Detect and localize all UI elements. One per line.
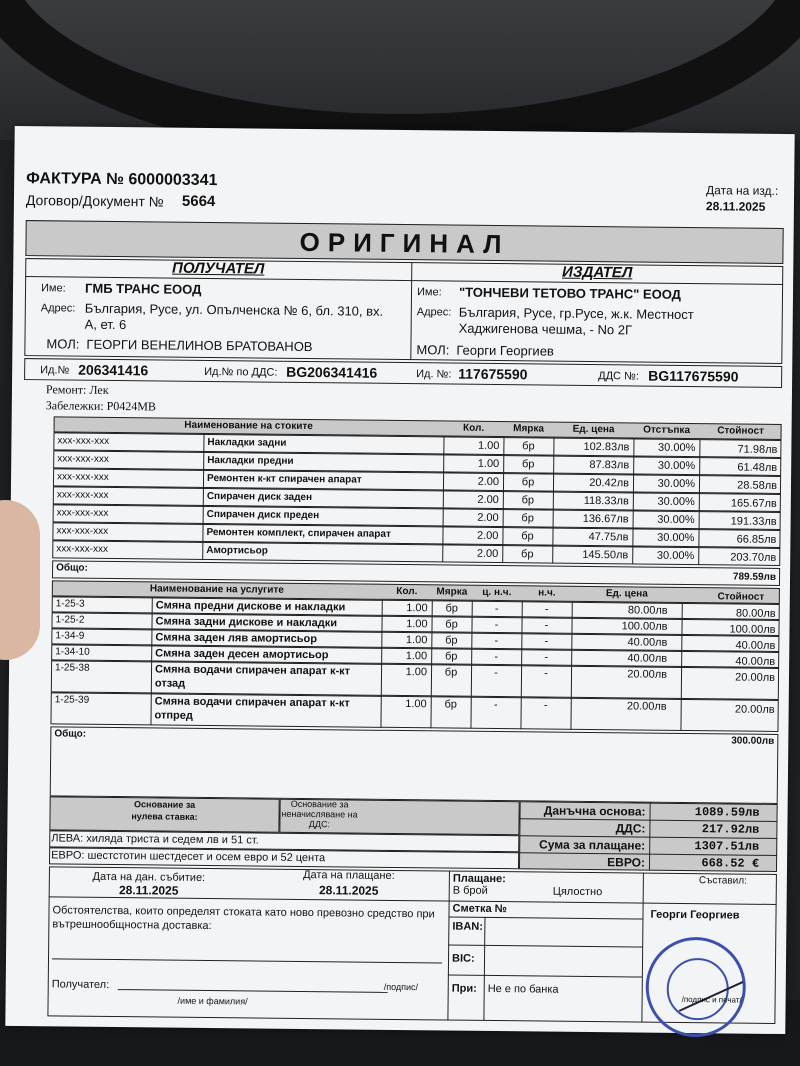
recipient-vat: BG206341416 <box>286 363 378 381</box>
issuer-heading: ИЗДАТЕЛ <box>562 263 633 282</box>
goods-col-divider <box>203 488 204 506</box>
tax-base-label: Данъчна основа: <box>543 803 646 819</box>
original-title: ОРИГИНАЛ <box>299 226 510 260</box>
vat-label: ДДС: <box>615 821 646 836</box>
services-header-name: Наименование на услугите <box>149 583 284 596</box>
bic-label: BIC: <box>451 952 475 965</box>
goods-price: 47.75лв <box>588 530 629 544</box>
recipient-name: ГМБ ТРАНС ЕООД <box>84 280 202 297</box>
hand-thumb <box>0 500 40 660</box>
issue-date-label: Дата на изд.: <box>706 183 779 198</box>
service-qty: 1.00 <box>405 666 428 679</box>
goods-qty: 1.00 <box>477 439 500 453</box>
note-label: При: <box>451 982 477 995</box>
services-header-value: Стойност <box>717 591 765 603</box>
repair-note: Ремонт: Лек <box>45 382 109 397</box>
issue-date: 28.11.2025 <box>705 199 766 214</box>
service-code: 1-25-38 <box>55 662 90 674</box>
goods-qty: 1.00 <box>477 457 500 471</box>
goods-total-label: Общо: <box>56 562 88 574</box>
circumstances-text-2: вътрешнообщностна доставка: <box>52 918 212 933</box>
service-qty: 1.00 <box>405 650 428 663</box>
goods-discount: 30.00% <box>657 459 696 473</box>
issuer-mol-label: МОЛ: <box>416 342 450 358</box>
recipient-id: 206341416 <box>78 361 149 379</box>
service-unit: бр <box>444 698 457 711</box>
service-price: 20.00лв <box>627 668 668 681</box>
goods-col-divider <box>203 506 204 524</box>
service-nh: - <box>544 619 549 632</box>
words-eur: ЕВРО: шестстотин шестдесет и осем евро и 52 цента <box>51 849 326 865</box>
services-total-value: 300.00лв <box>731 735 775 747</box>
service-hours: - <box>494 634 499 648</box>
goods-qty: 2.00 <box>476 547 499 561</box>
goods-code: xxx-xxx-xxx <box>56 543 109 555</box>
goods-code: xxx-xxx-xxx <box>56 489 109 501</box>
goods-header-discount: Отстъпка <box>643 424 691 437</box>
name-label: /име и фамилия/ <box>177 995 248 1007</box>
recipient-address-line2: А, ет. 6 <box>84 316 127 333</box>
service-price: 40.00лв <box>627 636 668 649</box>
sign-label: /подпис/ <box>383 981 419 993</box>
service-hours: - <box>494 618 499 632</box>
recipient-address-label: Адрес: <box>40 302 76 315</box>
payment-label: Плащане: <box>452 872 506 886</box>
services-header-hours: ц. н.ч. <box>482 586 512 599</box>
goods-value: 165.67лв <box>730 497 777 510</box>
invoice-frame <box>17 170 784 1028</box>
service-name-cont: отпред <box>154 709 193 722</box>
service-price: 20.00лв <box>626 700 667 713</box>
service-col-divider <box>151 629 152 645</box>
payment-date-label: Дата на плащане: <box>303 869 395 882</box>
goods-name: Ремонтен к-кт спирачен апарат <box>206 472 362 486</box>
service-value: 40.00лв <box>735 655 776 668</box>
service-qty: 1.00 <box>405 634 428 647</box>
goods-value: 191.33лв <box>730 515 777 528</box>
contract-number: 5664 <box>181 192 216 211</box>
recipient-mol-label: МОЛ: <box>46 336 80 352</box>
service-name: Смяна заден ляв амортисьор <box>155 631 318 646</box>
services-total-label: Общо: <box>54 728 87 740</box>
goods-name: Накладки задни <box>207 436 287 449</box>
services-header-unit: Мярка <box>436 586 468 598</box>
service-nh: - <box>544 635 549 648</box>
to-pay-label: Сума за плащане: <box>539 837 646 853</box>
service-hours: - <box>494 650 499 664</box>
invoice-title: ФАКТУРА № 6000003341 <box>26 170 218 190</box>
services-total-area <box>50 726 779 804</box>
service-name: Смяна водачи спирачен апарат к-кт <box>154 695 350 710</box>
goods-price: 136.67лв <box>582 512 629 526</box>
receiver-label: Получател: <box>51 978 110 991</box>
goods-value: 71.98лв <box>737 443 778 456</box>
service-code: 1-34-10 <box>55 646 90 658</box>
goods-value: 28.58лв <box>737 479 778 492</box>
goods-price: 145.50лв <box>582 548 629 562</box>
service-hours: - <box>494 666 498 680</box>
service-price: 40.00лв <box>627 652 668 665</box>
goods-qty: 2.00 <box>477 475 500 489</box>
goods-price: 20.42лв <box>589 476 630 490</box>
contract-label: Договор/Документ № <box>25 192 164 210</box>
recipient-name-label: Име: <box>40 282 66 295</box>
to-pay-value: 1307.51лв <box>694 839 760 854</box>
service-name: Смяна задни дискове и накладки <box>155 615 338 630</box>
goods-code: xxx-xxx-xxx <box>56 507 109 519</box>
service-nh: - <box>544 667 548 680</box>
composed-by: Георги Георгиев <box>650 908 740 922</box>
recipient-id-label: Ид.№ <box>40 364 70 377</box>
goods-col-divider <box>202 542 203 560</box>
service-hours: - <box>493 698 498 712</box>
goods-price: 102.83лв <box>583 440 630 454</box>
goods-header-value: Стойност <box>717 425 764 437</box>
service-nh: - <box>544 651 549 664</box>
issuer-id-label: Ид. №: <box>416 368 452 381</box>
service-price: 100.00лв <box>621 620 668 633</box>
tax-event-label: Дата на дан. събитие: <box>92 870 206 884</box>
goods-discount: 30.00% <box>657 477 696 491</box>
service-name: Смяна предни дискове и накладки <box>155 599 346 614</box>
goods-name: Спирачен диск преден <box>206 508 320 522</box>
service-code: 1-25-3 <box>55 598 85 610</box>
circumstances-text: Обстоятелства, които определят стоката като ново превозно средство при <box>52 904 435 921</box>
goods-name: Накладки предни <box>207 454 294 467</box>
issuer-id: 117675590 <box>458 365 528 383</box>
services-header-price: Ед. цена <box>605 588 648 600</box>
service-col-divider <box>152 597 153 613</box>
goods-header-name: Наименование на стоките <box>184 419 313 433</box>
payment-date: 28.11.2025 <box>318 883 379 898</box>
invoice-document <box>5 126 794 1034</box>
seal-label: /подпис и печат/ <box>681 994 742 1005</box>
goods-unit: бр <box>521 458 535 471</box>
service-unit: бр <box>445 634 458 647</box>
goods-header-price: Ед. цена <box>572 423 615 436</box>
service-qty: 1.00 <box>406 618 428 631</box>
payment-amount: Цялостно <box>552 885 603 899</box>
service-unit: бр <box>445 618 458 631</box>
zero-rate-label1: Основание за <box>133 799 196 810</box>
goods-col-divider <box>203 470 204 488</box>
services-header-qty: Кол. <box>396 585 418 598</box>
tax-base-value: 1089.59лв <box>694 805 760 820</box>
service-code: 1-25-2 <box>55 614 85 626</box>
goods-name: Ремонтен комплект, спирачен апарат <box>206 526 391 540</box>
bank-note: Не е по банка <box>487 982 559 996</box>
recipient-address-line1: България, Русе, ул. Опълченска № 6, бл. 310, вх. <box>84 300 384 319</box>
issuer-mol: Георги Георгиев <box>456 342 554 359</box>
service-nh: - <box>543 699 548 712</box>
vat-value: 217.92лв <box>701 822 760 837</box>
goods-qty: 2.00 <box>477 493 499 507</box>
goods-value: 203.70лв <box>730 551 777 564</box>
goods-discount: 30.00% <box>656 549 695 563</box>
service-name-cont: отзад <box>154 677 186 690</box>
goods-unit: бр <box>521 494 535 507</box>
service-unit: бр <box>445 602 458 615</box>
issuer-address-line2: Хаджигенова чешма, - No 2Г <box>458 320 633 338</box>
no-vat-label3: ДДС: <box>308 819 331 830</box>
service-price: 80.00лв <box>627 604 668 617</box>
goods-unit: бр <box>522 440 535 453</box>
recipient-mol: ГЕОРГИ ВЕНЕЛИНОВ БРАТОВАНОВ <box>86 336 313 355</box>
goods-qty: 2.00 <box>476 529 499 543</box>
iban-label: IBAN: <box>452 920 483 933</box>
service-value: 40.00лв <box>735 639 776 652</box>
issuer-address-label: Адрес: <box>416 306 452 319</box>
goods-total-value: 789.59лв <box>732 571 777 583</box>
service-nh: - <box>544 603 549 616</box>
issuer-vat-label: ДДС №: <box>598 370 639 383</box>
service-qty: 1.00 <box>406 602 428 615</box>
words-bgn: ЛЕВА: хиляда триста и седем лв и 51 ст. <box>51 832 259 847</box>
goods-code: xxx-xxx-xxx <box>57 471 109 483</box>
issuer-name: "ТОНЧЕВИ ТЕТОВО ТРАНС" ЕООД <box>458 284 682 302</box>
eur-value: 668.52 € <box>701 856 760 871</box>
goods-col-divider <box>202 524 203 542</box>
service-value: 100.00лв <box>729 623 776 636</box>
goods-value: 61.48лв <box>737 461 778 474</box>
goods-discount: 30.00% <box>657 513 695 527</box>
service-col-divider <box>151 613 152 629</box>
issuer-name-label: Име: <box>416 286 442 299</box>
no-vat-label2: неначисляване на <box>281 808 358 820</box>
composed-label: Съставил: <box>698 875 747 887</box>
service-code: 1-25-39 <box>54 694 90 706</box>
service-code: 1-34-9 <box>55 630 85 642</box>
service-value: 20.00лв <box>735 671 776 684</box>
goods-qty: 2.00 <box>477 511 499 525</box>
service-name: Смяна заден десен амортисьор <box>155 647 329 662</box>
payment-method: В брой <box>452 884 488 897</box>
goods-name: Амортисьор <box>206 544 268 557</box>
goods-col-divider <box>203 434 204 452</box>
goods-code: xxx-xxx-xxx <box>57 435 110 447</box>
service-hours: - <box>494 602 499 616</box>
issuer-vat: BG117675590 <box>648 367 739 385</box>
recipient-heading: ПОЛУЧАТЕЛ <box>171 259 265 278</box>
service-value: 20.00лв <box>734 703 775 716</box>
goods-value: 66.85лв <box>736 533 777 546</box>
goods-discount: 30.00% <box>657 495 695 509</box>
service-value: 80.00лв <box>735 607 776 620</box>
service-unit: бр <box>444 650 458 663</box>
account-label: Сметка № <box>452 902 508 916</box>
tax-event-date: 28.11.2025 <box>118 883 179 898</box>
eur-label: ЕВРО: <box>607 855 646 870</box>
no-vat-label1: Основание за <box>290 798 349 810</box>
service-col-divider <box>151 645 152 661</box>
goods-code: xxx-xxx-xxx <box>57 453 109 465</box>
goods-header-qty: Кол. <box>462 422 485 434</box>
service-unit: бр <box>444 666 458 679</box>
service-qty: 1.00 <box>405 698 427 711</box>
goods-col-divider <box>203 452 204 470</box>
issuer-address-line1: България, Русе, гр.Русе, ж.к. Местност <box>458 304 694 323</box>
services-header-nh: н.ч. <box>538 587 556 599</box>
goods-header-unit: Мярка <box>513 423 545 435</box>
remarks-note: Забележки: Р0424МВ <box>45 398 157 414</box>
goods-discount: 30.00% <box>657 531 695 545</box>
goods-discount: 30.00% <box>658 441 696 455</box>
goods-code: xxx-xxx-xxx <box>56 525 109 537</box>
goods-price: 118.33лв <box>583 494 629 508</box>
goods-price: 87.83лв <box>589 458 630 472</box>
goods-unit: бр <box>521 512 534 525</box>
goods-unit: бр <box>520 548 534 561</box>
service-name: Смяна водачи спирачен апарат к-кт <box>154 663 351 678</box>
goods-unit: бр <box>521 476 535 489</box>
zero-rate-label2: нулева ставка: <box>131 811 198 822</box>
goods-unit: бр <box>521 530 534 543</box>
goods-name: Спирачен диск заден <box>206 490 313 504</box>
recipient-vat-label: Ид.№ по ДДС: <box>204 365 278 379</box>
